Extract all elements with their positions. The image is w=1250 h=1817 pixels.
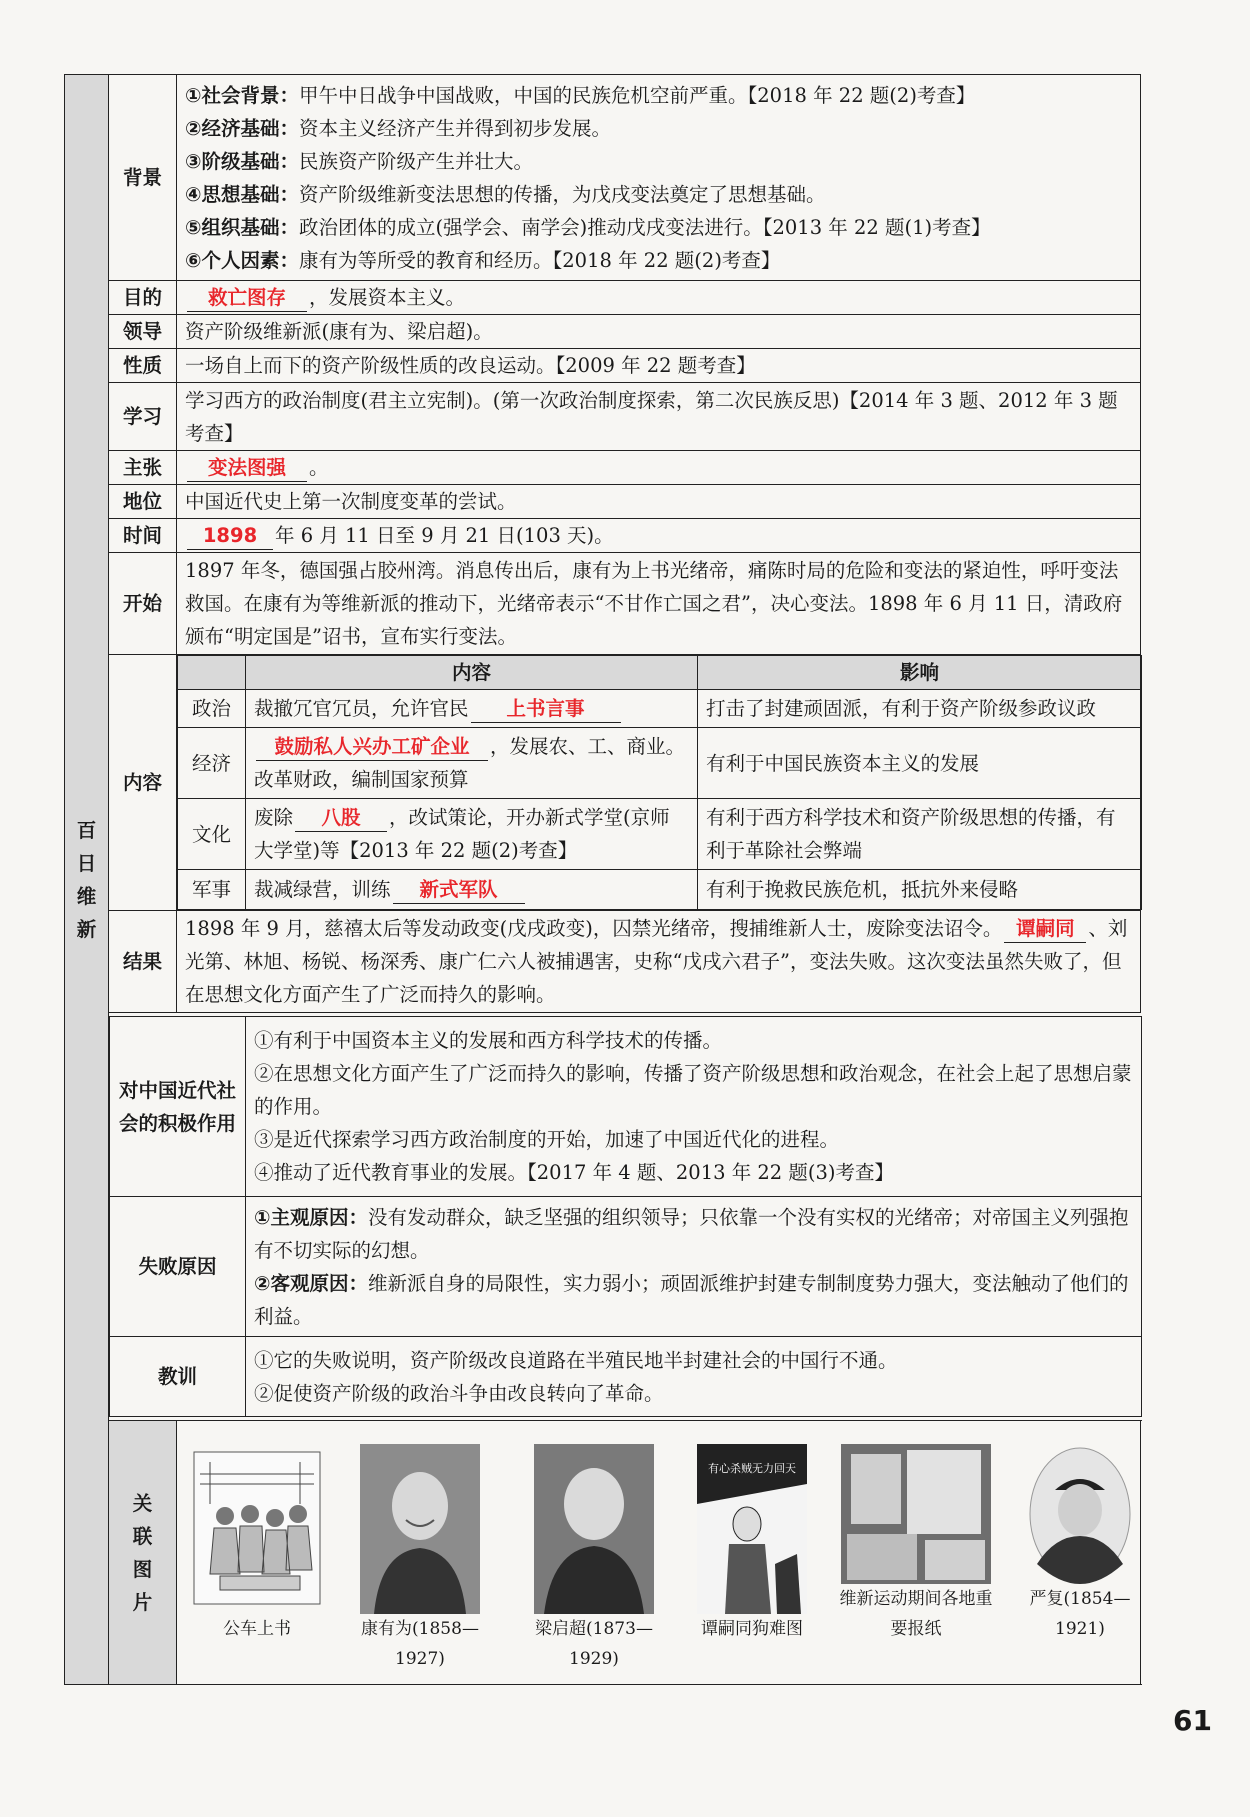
summary-cell xyxy=(109,1013,1141,1421)
row-label-lesson: 教训 xyxy=(110,1337,246,1417)
row-label-time: 时间 xyxy=(109,519,177,553)
picture-liang: 梁启超(1873—1929) xyxy=(519,1444,669,1674)
content-text: 裁减绿营，训练 新式军队 xyxy=(246,870,698,910)
failure-item: ①主观原因：没有发动群众，缺乏坚强的组织领导；只依靠一个没有实权的光绪帝；对帝国主义列强抱有不切实际的幻想。 xyxy=(254,1205,1129,1262)
answer-economy: 鼓励私人兴办工矿企业 xyxy=(274,735,470,758)
lesson-list xyxy=(246,1337,1142,1417)
picture-gongche: 公车上书 xyxy=(187,1444,327,1644)
answer-military: 新式军队 xyxy=(419,878,498,901)
row-label-learning: 学习 xyxy=(109,383,177,451)
row-label-content: 内容 xyxy=(109,655,177,911)
row-label-positive: 对中国近代社会的积极作用 xyxy=(110,1017,246,1197)
content-impact: 有利于西方科学技术和资产阶级思想的传播，有利于革除社会弊端 xyxy=(698,799,1142,870)
positive-item: ①有利于中国资本主义的发展和西方科学技术的传播。 xyxy=(254,1029,723,1052)
background-item: ①社会背景：甲午中日战争中国战败，中国的民族危机空前严重。【2018 年 22 题(2)考查】 xyxy=(185,83,976,107)
answer-result: 谭嗣同 xyxy=(1016,917,1075,940)
background-item: ⑤组织基础：政治团体的成立(强学会、南学会)推动戊戌变法进行。【2013 年 22 题(1)考查】 xyxy=(185,215,991,239)
content-impact: 打击了封建顽固派，有利于资产阶级参政议政 xyxy=(698,690,1142,728)
content-area: 文化 xyxy=(178,799,246,870)
picture-kang: 康有为(1858—1927) xyxy=(345,1444,495,1674)
row-label-nature: 性质 xyxy=(109,349,177,383)
row-label-proposal: 主张 xyxy=(109,451,177,485)
content-row xyxy=(178,870,1142,910)
content-area: 政治 xyxy=(178,690,246,728)
content-text: 废除 八股 ，改试策论，开办新式学堂(京师大学堂)等【2013 年 22 题(2)考查】 xyxy=(246,799,698,870)
content-row xyxy=(178,690,1142,728)
row-label-result: 结果 xyxy=(109,911,177,1013)
background-item: ③阶级基础：民族资产阶级产生并壮大。 xyxy=(185,149,534,173)
positive-list xyxy=(246,1017,1142,1197)
positive-item: ④推动了近代教育事业的发展。【2017 年 4 题、2013 年 22 题(3)考查】 xyxy=(254,1161,895,1184)
status-text: 中国近代史上第一次制度变革的尝试。 xyxy=(177,485,1141,519)
positive-item: ②在思想文化方面产生了广泛而持久的影响，传播了资产阶级思想和政治观念，在社会上起了思想启蒙的作用。 xyxy=(254,1062,1132,1118)
result-text: 1898 年 9 月，慈禧太后等发动政变(戊戌政变)，囚禁光绪帝，搜捕维新人士，废除变法诏令。 谭嗣同 、刘光第、林旭、杨锐、杨深秀、康广仁六人被捕遇害，史称“戊戌六君子”，变法失败。这次变法虽然失败了，但在思想文化方面产生了广泛而持久的影响。 xyxy=(177,911,1141,1013)
lesson-item: ②促使资产阶级的政治斗争由改良转向了革命。 xyxy=(254,1381,664,1405)
positive-item: ③是近代探索学习西方政治制度的开始，加速了中国近代化的进程。 xyxy=(254,1128,840,1151)
content-header-blank xyxy=(178,656,246,690)
section-side-label: 百日维新 xyxy=(65,75,109,1685)
gongche-illustration-icon xyxy=(190,1444,324,1614)
learning-text: 学习西方的政治制度(君主立宪制)。(第一次政治制度探索，第二次民族反思)【2014 年 3 题、2012 年 3 题考查】 xyxy=(177,383,1141,451)
summary-table xyxy=(109,1016,1142,1417)
tan-sitong-poster-icon xyxy=(697,1444,807,1614)
answer-culture: 八股 xyxy=(321,806,361,829)
leader-text: 资产阶级维新派(康有为、梁启超)。 xyxy=(177,315,1141,349)
answer-proposal: 变法图强 xyxy=(207,456,286,479)
row-label-background: 背景 xyxy=(109,75,177,281)
content-header-impact: 影响 xyxy=(698,656,1142,690)
pictures-cell xyxy=(177,1421,1141,1685)
proposal-text: 变法图强 。 xyxy=(177,451,1141,485)
answer-time: 1898 xyxy=(202,524,258,547)
content-area: 军事 xyxy=(178,870,246,910)
row-label-status: 地位 xyxy=(109,485,177,519)
nature-text: 一场自上而下的资产阶级性质的改良运动。【2009 年 22 题考查】 xyxy=(177,349,1141,383)
start-text: 1897 年冬，德国强占胶州湾。消息传出后，康有为上书光绪帝，痛陈时局的危险和变法的紧迫性，呼吁变法救国。在康有为等维新派的推动下，光绪帝表示“不甘作亡国之君”，决心变法。1898 年 6 月 11 日，清政府颁布“明定国是”诏书，宣布实行变法。 xyxy=(177,553,1141,655)
answer-politics: 上书言事 xyxy=(506,697,585,720)
page-content xyxy=(64,74,1140,1678)
picture-yanfu: 严复(1854—1921) xyxy=(1015,1444,1145,1644)
time-text: 1898 年 6 月 11 日至 9 月 21 日(103 天)。 xyxy=(177,519,1141,553)
content-table xyxy=(177,655,1142,910)
poster-text: 有心杀贼无力回天 xyxy=(708,1461,796,1475)
background-item: ⑥个人因素：康有为等所受的教育和经历。【2018 年 22 题(2)考查】 xyxy=(185,248,781,272)
lesson-item: ①它的失败说明，资产阶级改良道路在半殖民地半封建社会的中国行不通。 xyxy=(254,1348,898,1372)
row-label-leader: 领导 xyxy=(109,315,177,349)
failure-list xyxy=(246,1197,1142,1337)
answer-purpose: 救亡图存 xyxy=(207,286,286,309)
content-row xyxy=(178,728,1142,799)
picture-newspapers: 维新运动期间各地重要报纸 xyxy=(837,1444,995,1644)
yan-fu-portrait-icon xyxy=(1025,1444,1135,1584)
background-item: ②经济基础：资本主义经济产生并得到初步发展。 xyxy=(185,116,612,140)
newspapers-photo-icon xyxy=(841,1444,991,1584)
row-label-purpose: 目的 xyxy=(109,281,177,315)
purpose-text: 救亡图存 ，发展资本主义。 xyxy=(177,281,1141,315)
knowledge-table xyxy=(64,74,1141,1685)
picture-tan: 有心杀贼无力回天 谭嗣同狗难图 xyxy=(687,1444,817,1644)
content-impact: 有利于中国民族资本主义的发展 xyxy=(698,728,1142,799)
pictures-side-label: 关联图片 xyxy=(109,1421,177,1685)
row-label-start: 开始 xyxy=(109,553,177,655)
failure-item: ②客观原因：维新派自身的局限性，实力弱小；顽固派维护封建专制制度势力强大，变法触动了他们的利益。 xyxy=(254,1271,1129,1328)
content-text: 裁撤冗官冗员，允许官民 上书言事 xyxy=(246,690,698,728)
content-cell xyxy=(177,655,1141,911)
kang-youwei-portrait-icon xyxy=(360,1444,480,1614)
content-area: 经济 xyxy=(178,728,246,799)
content-text: 鼓励私人兴办工矿企业 ，发展农、工、商业。改革财政，编制国家预算 xyxy=(246,728,698,799)
content-impact: 有利于挽救民族危机，抵抗外来侵略 xyxy=(698,870,1142,910)
page-number: 61 xyxy=(1173,1704,1212,1737)
content-row xyxy=(178,799,1142,870)
row-label-failure: 失败原因 xyxy=(110,1197,246,1337)
liang-qichao-portrait-icon xyxy=(534,1444,654,1614)
content-header-content: 内容 xyxy=(246,656,698,690)
background-item: ④思想基础：资产阶级维新变法思想的传播，为戊戌变法奠定了思想基础。 xyxy=(185,182,826,206)
